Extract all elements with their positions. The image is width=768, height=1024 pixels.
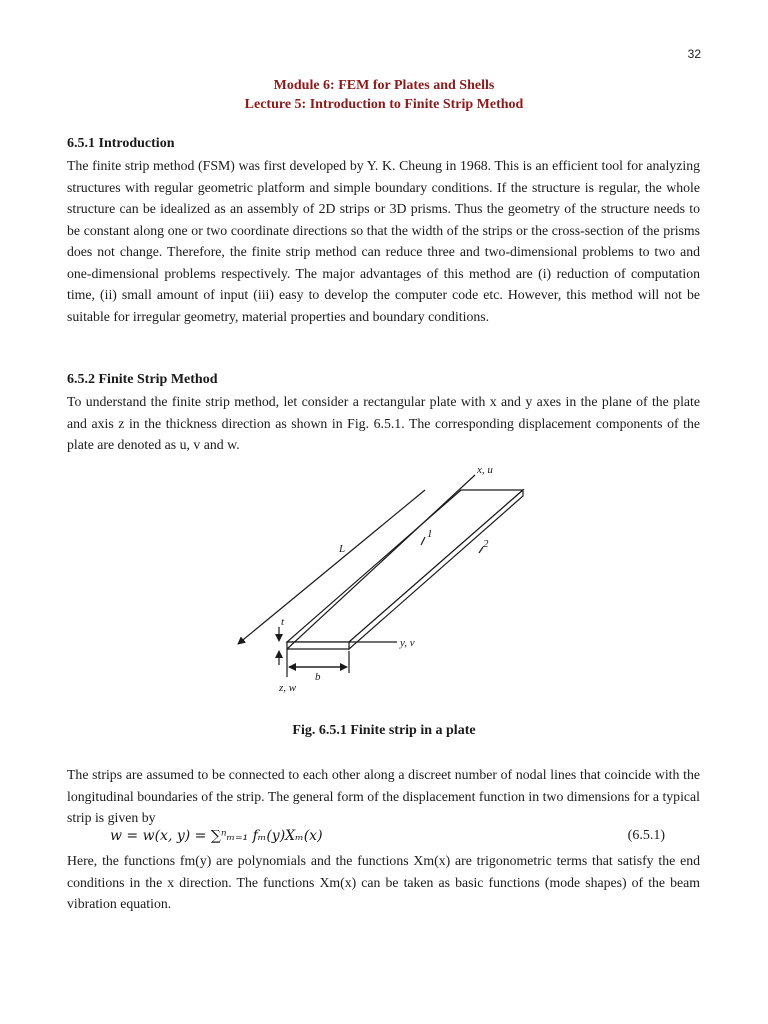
lecture-subtitle: Lecture 5: Introduction to Finite Strip Method (244, 97, 524, 112)
y-axis-label: y, v (400, 637, 415, 649)
displacement-paragraph: The strips are assumed to be connected to each other along a discreet number of nodal lines that coincide with the longitudinal boundaries of the strip. The general form of the displacement function in two dimensions for a typical strip is given by (67, 767, 700, 825)
equation-6-5-1 (110, 828, 665, 850)
x-axis-label: x, u (477, 464, 493, 476)
nodal-line-1-label: 1 (427, 528, 433, 540)
strip-front-face (287, 642, 349, 649)
strip-top-face (287, 490, 523, 642)
introduction-paragraph: The finite strip method (FSM) was first developed by Y. K. Cheung in 1968. This is an efficient tool for analyzing structures with regular geometric platform and simple boundary conditions. If the structure is regular, the whole structure can be idealized as an assembly of 2D strips or 3D prisms. Thus the geometry of the structure needs to be constant along one or two coordinate directions so that the width of the strips or the cross-section of the prisms does not change. Therefore, the finite strip method can reduce three and two-dimensional problems to two and one-dimensional problems respectively. The major advantages of this method are (i) reduction of computation time, (ii) small amount of input (iii) easy to develop the computer code etc. However, this method will not be suitable for irregular geometry, material properties and boundary conditions. (67, 158, 700, 324)
width-label: b (315, 671, 321, 683)
equation-number: (6.5.1) (627, 828, 665, 843)
page-number: 32 (687, 47, 701, 61)
finite-strip-figure (225, 455, 545, 700)
finite-strip-method-paragraph: To understand the finite strip method, let consider a rectangular plate with x and y axes in the plane of the plate and axis z in the thickness direction as shown in Fig. 6.5.1. The corresponding displacement components of the plate are denoted as u, v and w. (67, 394, 700, 452)
lecture-title (0, 76, 768, 114)
module-title: Module 6: FEM for Plates and Shells (273, 78, 495, 93)
length-label: L (339, 543, 346, 555)
section-heading-introduction: 6.5.1 Introduction (67, 136, 175, 151)
nodal-line-2-label: 2 (483, 538, 489, 550)
equation-formula: w = w(x, y) = ∑ⁿₘ₌₁ fₘ(y)Xₘ(x) (110, 828, 323, 844)
thickness-label: t (281, 616, 285, 628)
figure-caption: Fig. 6.5.1 Finite strip in a plate (292, 723, 476, 738)
z-axis-label: z, w (279, 682, 297, 694)
section-heading-finite-strip-method: 6.5.2 Finite Strip Method (67, 372, 218, 387)
functions-paragraph: Here, the functions fm(y) are polynomials and the functions Xm(x) are trigonometric terms that satisfy the end conditions in the x direction. The functions Xm(x) can be taken as basic functions (mode shapes) of the beam vibration equation. (67, 853, 700, 911)
